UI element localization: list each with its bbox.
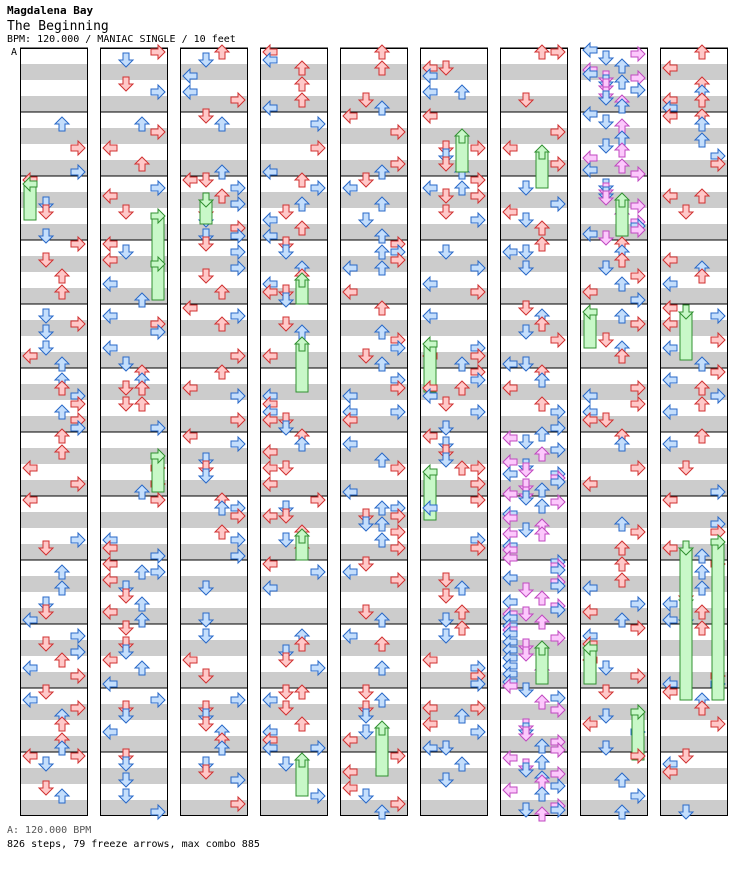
chart-stats: 826 steps, 79 freeze arrows, max combo 885 (7, 839, 260, 850)
beat-stripe (340, 64, 408, 80)
bpm-marker: A (11, 47, 18, 58)
beat-stripe (660, 800, 728, 816)
beat-stripe (180, 128, 248, 144)
beat-stripe (340, 608, 408, 624)
beat-stripe (20, 800, 88, 816)
chart-column (340, 45, 408, 819)
beat-stripe (20, 768, 88, 784)
beat-stripe (180, 480, 248, 496)
chart-info: BPM: 120.000 / MANIAC SINGLE / 10 feet (7, 34, 236, 45)
beat-stripe (20, 256, 88, 272)
beat-stripe (180, 736, 248, 752)
beat-stripe (660, 736, 728, 752)
chart-column (580, 43, 648, 819)
beat-stripe (20, 96, 88, 112)
beat-stripe (340, 704, 408, 720)
beat-stripe (20, 576, 88, 592)
beat-stripe (20, 64, 88, 80)
beat-stripe (420, 768, 488, 784)
beat-stripe (580, 352, 648, 368)
beat-stripe (500, 64, 568, 80)
beat-stripe (100, 64, 168, 80)
song-artist: Magdalena Bay (7, 4, 94, 17)
beat-stripe (580, 544, 648, 560)
freeze-arrow-body (712, 542, 724, 700)
beat-stripe (660, 128, 728, 144)
chart-column (500, 45, 568, 821)
beat-stripe (260, 320, 328, 336)
beat-stripe (260, 608, 328, 624)
chart-column (420, 48, 488, 816)
chart-column (660, 45, 728, 819)
beat-stripe (500, 96, 568, 112)
beat-stripe (100, 512, 168, 528)
chart-column (180, 45, 248, 816)
beat-stripe (260, 768, 328, 784)
beat-stripe (420, 576, 488, 592)
freeze-arrow-body (680, 548, 692, 700)
chart-column (20, 48, 88, 816)
chart-column (100, 45, 168, 819)
beat-stripe (260, 640, 328, 656)
beat-stripe (500, 288, 568, 304)
beat-stripe (340, 672, 408, 688)
beat-stripe (420, 608, 488, 624)
beat-stripe (180, 576, 248, 592)
beat-stripe (180, 672, 248, 688)
bpm-legend: A: 120.000 BPM (7, 825, 92, 836)
beat-stripe (100, 384, 168, 400)
beat-stripe (100, 160, 168, 176)
beat-stripe (500, 224, 568, 240)
beat-stripe (100, 768, 168, 784)
beat-stripe (20, 288, 88, 304)
beat-stripe (260, 256, 328, 272)
beat-stripe (580, 768, 648, 784)
chart-column (260, 45, 328, 816)
beat-stripe (420, 800, 488, 816)
beat-stripe (580, 128, 648, 144)
beat-stripe (660, 224, 728, 240)
beat-stripe (20, 512, 88, 528)
song-title: The Beginning (7, 19, 109, 34)
beat-stripe (180, 608, 248, 624)
